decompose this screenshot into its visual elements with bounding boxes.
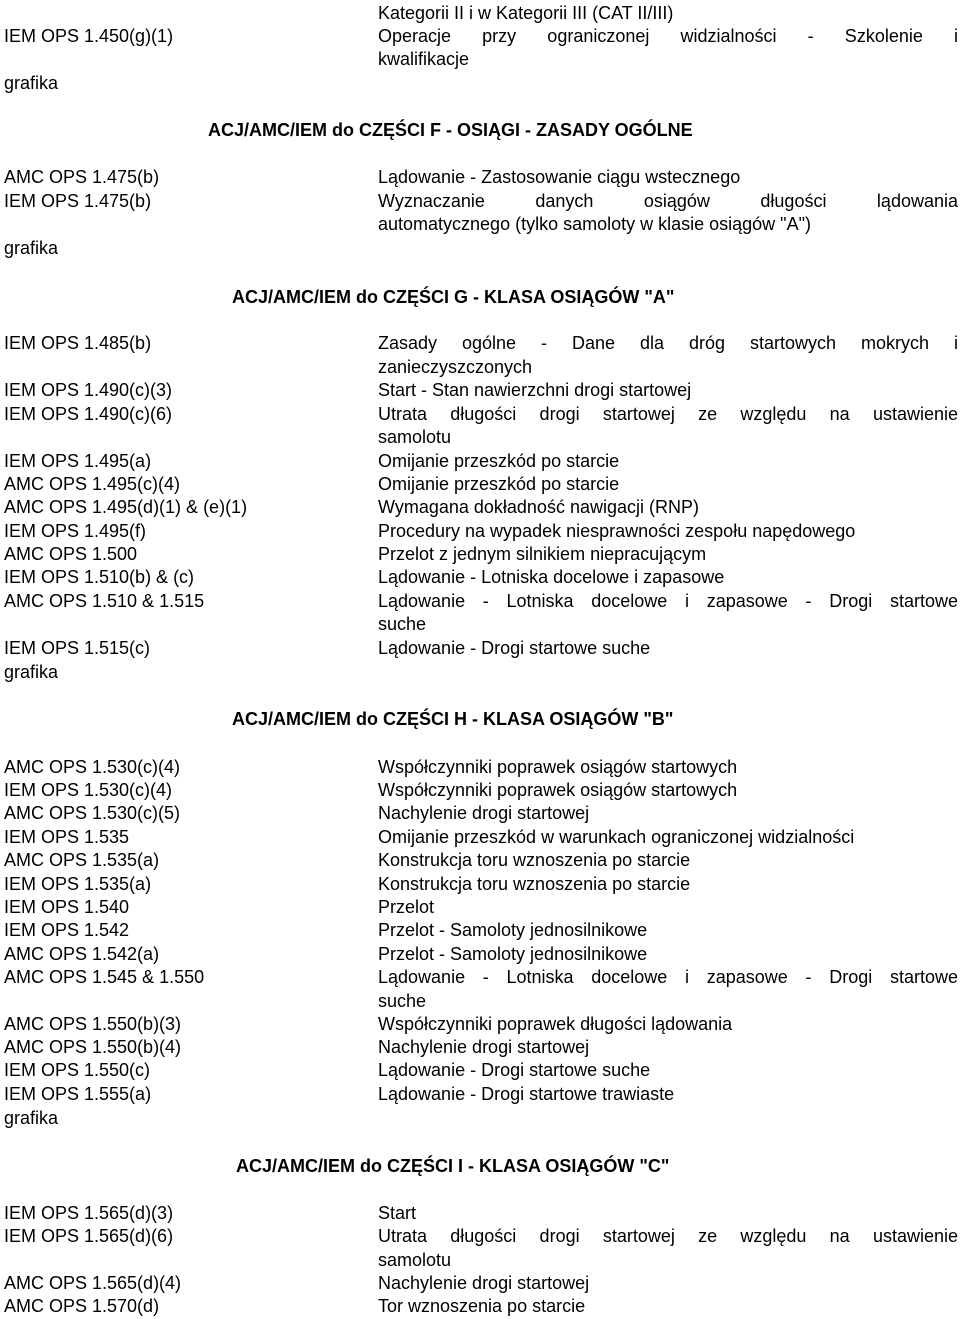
section-heading: ACJ/AMC/IEM do CZĘŚCI I - KLASA OSIĄGÓW "C" [236,1156,670,1176]
text-line: IEM OPS 1.535(a) [4,874,152,894]
text-line: Lądowanie - Drogi startowe suche [378,638,651,658]
text-line: Współczynniki poprawek długości lądowania [378,1014,733,1034]
text-line: suche [378,614,427,634]
text-line: Operacje przy ograniczonej widzialności - Szkolenie i [378,26,958,46]
text-line: Lądowanie - Drogi startowe trawiaste [378,1084,675,1104]
text-line: AMC OPS 1.510 & 1.515 [4,591,205,611]
text-line: Procedury na wypadek niesprawności zespołu napędowego [378,521,856,541]
text-line: AMC OPS 1.550(b)(4) [4,1037,182,1057]
text-line: Lądowanie - Lotniska docelowe i zapasowe - Drogi startowe [378,967,958,987]
text-line: Przelot [378,897,435,917]
text-line: Lądowanie - Lotniska docelowe i zapasowe [378,567,725,587]
text-line: samolotu [378,427,452,447]
text-line: IEM OPS 1.540 [4,897,130,917]
text-line: Omijanie przeszkód po starcie [378,451,620,471]
text-line: Tor wznoszenia po starcie [378,1296,586,1316]
text-line: automatycznego (tylko samoloty w klasie osiągów "A") [378,214,811,234]
text-line: grafika [4,1108,59,1128]
text-line: IEM OPS 1.530(c)(4) [4,780,173,800]
text-line: AMC OPS 1.535(a) [4,850,160,870]
text-line: Utrata długości drogi startowej ze względu na ustawienie [378,404,958,424]
text-line: IEM OPS 1.490(c)(3) [4,380,173,400]
text-line: IEM OPS 1.510(b) & (c) [4,567,195,587]
text-line: AMC OPS 1.495(d)(1) & (e)(1) [4,497,248,517]
text-line: Omijanie przeszkód w warunkach ograniczonej widzialności [378,827,855,847]
text-line: AMC OPS 1.550(b)(3) [4,1014,182,1034]
text-line: AMC OPS 1.475(b) [4,167,160,187]
text-line: Konstrukcja toru wznoszenia po starcie [378,874,691,894]
text-line: AMC OPS 1.565(d)(4) [4,1273,182,1293]
text-line: Konstrukcja toru wznoszenia po starcie [378,850,691,870]
text-line: Współczynniki poprawek osiągów startowych [378,757,738,777]
text-line: grafika [4,238,59,258]
text-line: IEM OPS 1.555(a) [4,1084,152,1104]
text-line: Lądowanie - Zastosowanie ciągu wstecznego [378,167,741,187]
text-line: AMC OPS 1.530(c)(5) [4,803,181,823]
text-line: Nachylenie drogi startowej [378,803,590,823]
text-line: kwalifikacje [378,49,470,69]
text-line: AMC OPS 1.500 [4,544,138,564]
text-line: Omijanie przeszkód po starcie [378,474,620,494]
text-line: Nachylenie drogi startowej [378,1037,590,1057]
text-line: IEM OPS 1.495(f) [4,521,147,541]
text-line: grafika [4,73,59,93]
text-line: Zasady ogólne - Dane dla dróg startowych mokrych i [378,333,958,353]
text-line: Start - Stan nawierzchni drogi startowej [378,380,692,400]
text-line: IEM OPS 1.495(a) [4,451,152,471]
text-line: Kategorii II i w Kategorii III (CAT II/III) [378,3,674,23]
text-line: Wyznaczanie danych osiągów długości lądowania [378,191,958,211]
text-line: AMC OPS 1.545 & 1.550 [4,967,205,987]
text-line: AMC OPS 1.495(c)(4) [4,474,181,494]
text-line: IEM OPS 1.475(b) [4,191,152,211]
text-line: Przelot - Samoloty jednosilnikowe [378,944,648,964]
text-line: Nachylenie drogi startowej [378,1273,590,1293]
text-line: suche [378,991,427,1011]
text-line: IEM OPS 1.450(g)(1) [4,26,174,46]
text-line: AMC OPS 1.542(a) [4,944,160,964]
text-line: Wymagana dokładność nawigacji (RNP) [378,497,699,517]
text-line: zanieczyszczonych [378,357,533,377]
section-heading: ACJ/AMC/IEM do CZĘŚCI H - KLASA OSIĄGÓW "B" [232,709,674,729]
text-line: IEM OPS 1.542 [4,920,130,940]
text-line: IEM OPS 1.485(b) [4,333,152,353]
text-line: Lądowanie - Drogi startowe suche [378,1060,651,1080]
section-heading: ACJ/AMC/IEM do CZĘŚCI G - KLASA OSIĄGÓW "A" [232,287,675,307]
text-line: Start [378,1203,417,1223]
text-line: IEM OPS 1.490(c)(6) [4,404,173,424]
text-line: Przelot z jednym silnikiem niepracującym [378,544,707,564]
text-line: IEM OPS 1.515(c) [4,638,151,658]
text-line: IEM OPS 1.565(d)(3) [4,1203,174,1223]
text-line: AMC OPS 1.530(c)(4) [4,757,181,777]
text-line: Lądowanie - Lotniska docelowe i zapasowe - Drogi startowe [378,591,958,611]
text-line: IEM OPS 1.550(c) [4,1060,151,1080]
text-line: samolotu [378,1250,452,1270]
text-line: Utrata długości drogi startowej ze względu na ustawienie [378,1226,958,1246]
text-line: IEM OPS 1.535 [4,827,130,847]
section-heading: ACJ/AMC/IEM do CZĘŚCI F - OSIĄGI - ZASADY OGÓLNE [208,120,693,140]
text-line: Współczynniki poprawek osiągów startowych [378,780,738,800]
text-line: Przelot - Samoloty jednosilnikowe [378,920,648,940]
text-line: grafika [4,662,59,682]
text-line: AMC OPS 1.570(d) [4,1296,160,1316]
text-line: IEM OPS 1.565(d)(6) [4,1226,174,1246]
